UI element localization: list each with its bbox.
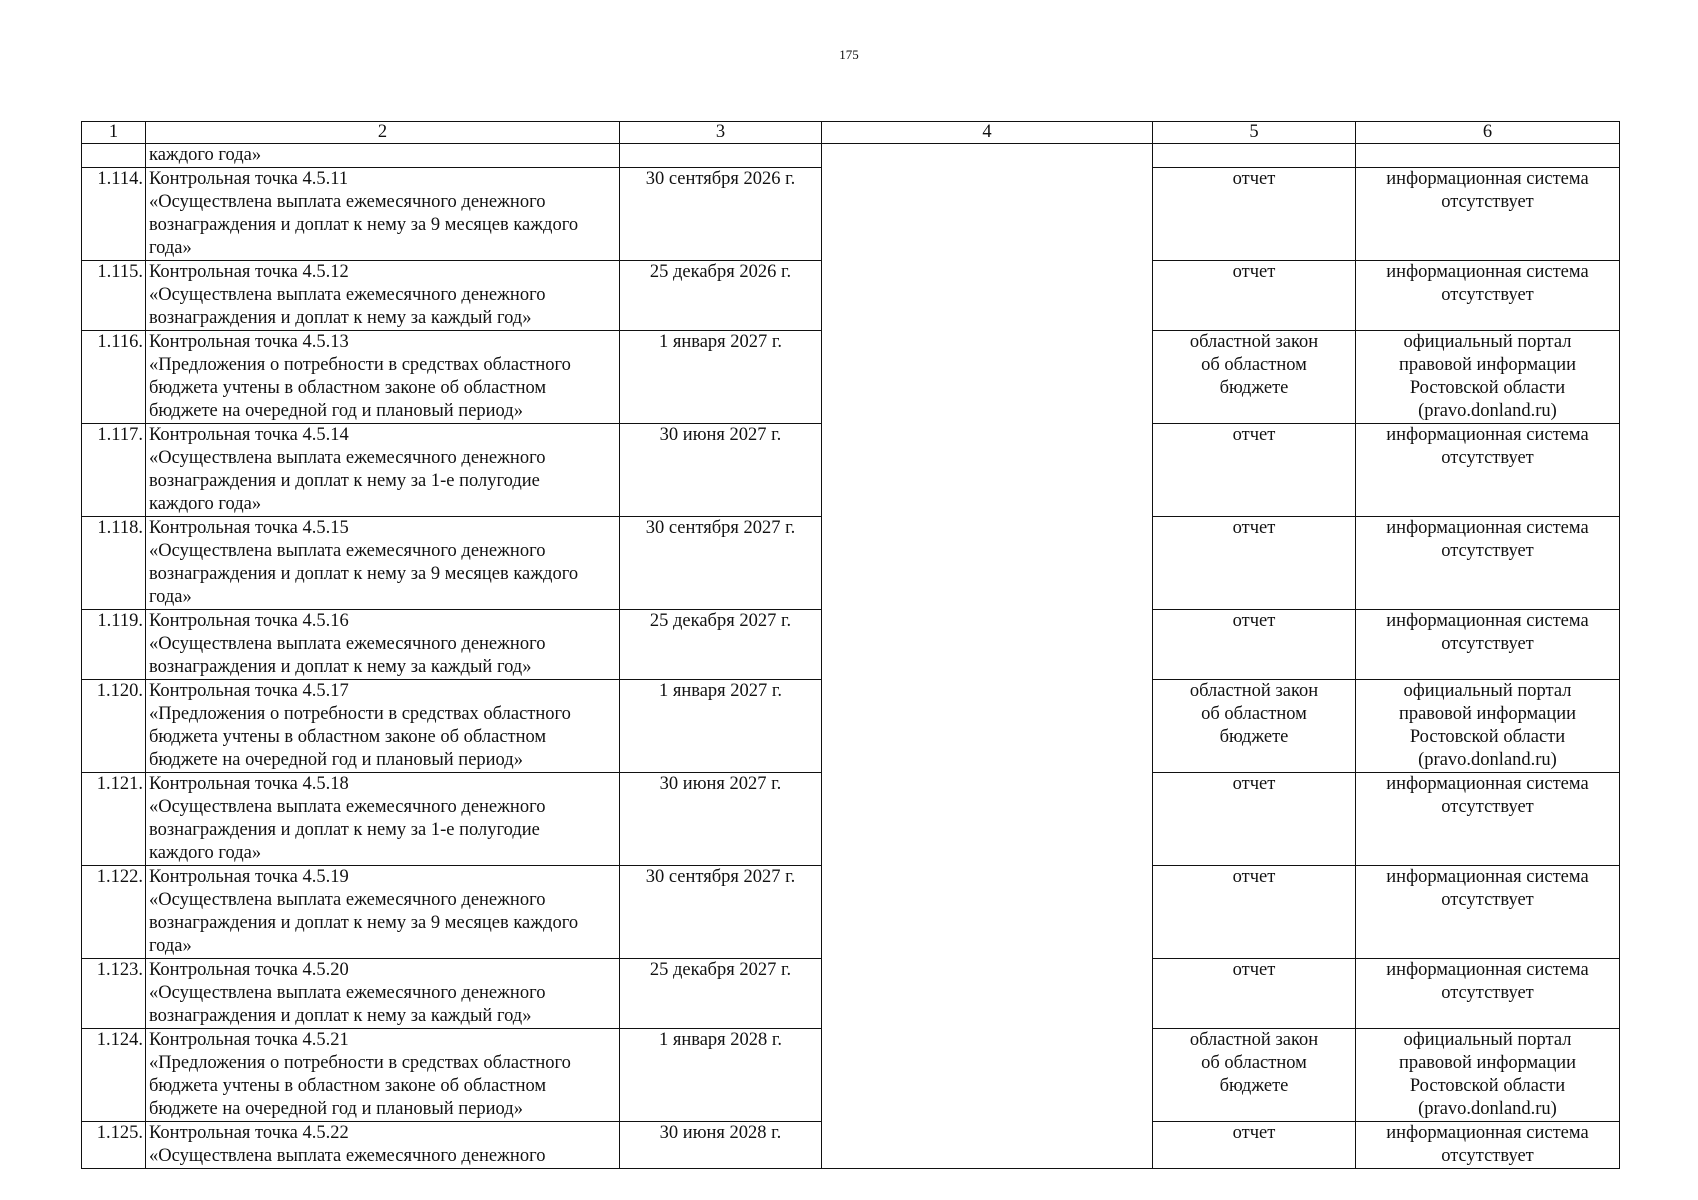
cell-text-line: Контрольная точка 4.5.21 [149, 1030, 349, 1050]
cell-text-line: Контрольная точка 4.5.15 [149, 518, 349, 538]
row-document-cell [1153, 331, 1356, 424]
row-number-cell: 1.121. [82, 773, 146, 866]
row-date-cell [620, 144, 822, 168]
row-document-cell [1153, 1122, 1356, 1169]
cell-text-line: информационная система [1386, 867, 1589, 887]
cell-text-line: «Предложения о потребности в средствах областного [149, 1053, 571, 1073]
cell-text-line: бюджете [1219, 378, 1289, 398]
cell-text-line: областной закон [1189, 681, 1319, 701]
cell-text-line: года» [149, 238, 192, 258]
cell-text-line: «Осуществлена выплата ежемесячного денежного [149, 448, 546, 468]
cell-text-line: каждого года» [149, 843, 262, 863]
cell-text-line: Ростовской области [1409, 727, 1566, 747]
cell-text-line: отсутствует [1441, 797, 1534, 817]
cell-text-line: «Осуществлена выплата ежемесячного денежного [149, 1146, 546, 1166]
cell-text-line: Контрольная точка 4.5.16 [149, 611, 349, 631]
row-date-cell: 30 сентября 2027 г. [620, 517, 822, 610]
cell-text-line: вознаграждения и доплат к нему за каждый год» [149, 657, 532, 677]
cell-text-line: отчет [1232, 960, 1276, 980]
row-number-cell: 1.114. [82, 168, 146, 261]
cell-text-line: бюджета учтены в областном законе об областном [149, 727, 547, 747]
cell-text-line: Ростовской области [1409, 378, 1566, 398]
cell-text-line: отсутствует [1441, 285, 1534, 305]
cell-text-line: вознаграждения и доплат к нему за 9 месяцев каждого [149, 564, 579, 584]
header-cell: 1 [82, 122, 146, 144]
cell-text-line: Контрольная точка 4.5.20 [149, 960, 349, 980]
cell-text-line: официальный портал [1403, 332, 1572, 352]
cell-text-line: информационная система [1386, 960, 1589, 980]
row-document-cell [1153, 610, 1356, 680]
cell-text-line: «Предложения о потребности в средствах областного [149, 355, 571, 375]
row-system-cell [1356, 144, 1620, 168]
cell-text-line: «Осуществлена выплата ежемесячного денежного [149, 285, 546, 305]
row-number-cell: 1.120. [82, 680, 146, 773]
cell-text-line: информационная система [1386, 169, 1589, 189]
row-system-cell [1356, 866, 1620, 959]
cell-text-line: года» [149, 936, 192, 956]
row-number-cell: 1.123. [82, 959, 146, 1029]
cell-text-line: бюджете [1219, 727, 1289, 747]
cell-text-line: информационная система [1386, 774, 1589, 794]
header-cell: 6 [1356, 122, 1620, 144]
row-description-cell: каждого года» [146, 144, 620, 168]
row-document-cell [1153, 1029, 1356, 1122]
row-description-cell [146, 331, 620, 424]
row-number-cell: 1.117. [82, 424, 146, 517]
responsible-cell [822, 144, 1153, 1169]
cell-text-line: вознаграждения и доплат к нему за каждый год» [149, 308, 532, 328]
cell-text-line: отчет [1232, 262, 1276, 282]
row-description-cell [146, 517, 620, 610]
cell-text-line: «Осуществлена выплата ежемесячного денежного [149, 192, 546, 212]
header-cell: 4 [822, 122, 1153, 144]
cell-text-line: «Осуществлена выплата ежемесячного денежного [149, 983, 546, 1003]
row-number-cell [82, 144, 146, 168]
cell-text-line: информационная система [1386, 262, 1589, 282]
row-number-cell: 1.122. [82, 866, 146, 959]
row-number-cell: 1.124. [82, 1029, 146, 1122]
cell-text-line: каждого года» [149, 494, 262, 514]
cell-text-line: «Осуществлена выплата ежемесячного денежного [149, 797, 546, 817]
row-description-cell [146, 773, 620, 866]
cell-text-line: (pravo.donland.ru) [1418, 750, 1557, 770]
row-description-cell [146, 261, 620, 331]
cell-text-line: вознаграждения и доплат к нему за 9 месяцев каждого [149, 215, 579, 235]
cell-text-line: правовой информации [1398, 355, 1577, 375]
row-system-cell [1356, 680, 1620, 773]
cell-text-line: отчет [1232, 169, 1276, 189]
cell-text-line: бюджете [1219, 1076, 1289, 1096]
cell-text-line: отсутствует [1441, 983, 1534, 1003]
row-system-cell [1356, 424, 1620, 517]
continuation-row [82, 144, 1620, 168]
row-system-cell [1356, 773, 1620, 866]
cell-text-line: информационная система [1386, 425, 1589, 445]
row-document-cell [1153, 144, 1356, 168]
cell-text-line: правовой информации [1398, 704, 1577, 724]
cell-text-line: Контрольная точка 4.5.22 [149, 1123, 349, 1143]
cell-text-line: года» [149, 587, 192, 607]
cell-text-line: бюджета учтены в областном законе об областном [149, 1076, 547, 1096]
row-description-cell [146, 168, 620, 261]
cell-text-line: Контрольная точка 4.5.11 [149, 169, 349, 189]
cell-text-line: об областном [1201, 355, 1307, 375]
cell-text-line: отчет [1232, 774, 1276, 794]
cell-text-line: (pravo.donland.ru) [1418, 1099, 1557, 1119]
row-date-cell: 25 декабря 2027 г. [620, 959, 822, 1029]
cell-text-line: вознаграждения и доплат к нему за каждый год» [149, 1006, 532, 1026]
header-cell: 3 [620, 122, 822, 144]
row-description-cell [146, 866, 620, 959]
row-document-cell [1153, 424, 1356, 517]
cell-text-line: официальный портал [1403, 681, 1572, 701]
row-document-cell [1153, 517, 1356, 610]
cell-text-line: отчет [1232, 425, 1276, 445]
row-number-cell: 1.116. [82, 331, 146, 424]
row-date-cell: 1 января 2028 г. [620, 1029, 822, 1122]
cell-text-line: об областном [1201, 704, 1307, 724]
row-document-cell [1153, 680, 1356, 773]
row-system-cell [1356, 517, 1620, 610]
row-system-cell [1356, 331, 1620, 424]
cell-text-line: отсутствует [1441, 541, 1534, 561]
cell-text-line: информационная система [1386, 1123, 1589, 1143]
cell-text-line: официальный портал [1403, 1030, 1572, 1050]
row-date-cell: 1 января 2027 г. [620, 331, 822, 424]
cell-text-line: «Осуществлена выплата ежемесячного денежного [149, 634, 546, 654]
row-date-cell: 30 июня 2028 г. [620, 1122, 822, 1169]
cell-text-line: (pravo.donland.ru) [1418, 401, 1557, 421]
row-number-cell: 1.115. [82, 261, 146, 331]
row-document-cell [1153, 261, 1356, 331]
table-header-row [82, 122, 1620, 144]
row-document-cell [1153, 773, 1356, 866]
cell-text-line: отчет [1232, 611, 1276, 631]
row-date-cell: 25 декабря 2027 г. [620, 610, 822, 680]
row-system-cell [1356, 168, 1620, 261]
cell-text-line: бюджета учтены в областном законе об областном [149, 378, 547, 398]
cell-text-line: вознаграждения и доплат к нему за 1-е полугодие [149, 471, 540, 491]
cell-text-line: отсутствует [1441, 890, 1534, 910]
row-description-cell [146, 1029, 620, 1122]
cell-text-line: отсутствует [1441, 448, 1534, 468]
cell-text-line: «Осуществлена выплата ежемесячного денежного [149, 541, 546, 561]
cell-text-line: «Осуществлена выплата ежемесячного денежного [149, 890, 546, 910]
row-description-cell [146, 1122, 620, 1169]
cell-text-line: об областном [1201, 1053, 1307, 1073]
row-number-cell: 1.119. [82, 610, 146, 680]
row-date-cell: 1 января 2027 г. [620, 680, 822, 773]
cell-text-line: информационная система [1386, 611, 1589, 631]
row-system-cell [1356, 610, 1620, 680]
cell-text-line: Контрольная точка 4.5.12 [149, 262, 349, 282]
row-date-cell: 30 сентября 2026 г. [620, 168, 822, 261]
cell-text-line: Контрольная точка 4.5.19 [149, 867, 349, 887]
cell-text-line: отчет [1232, 1123, 1276, 1143]
header-cell: 5 [1153, 122, 1356, 144]
cell-text-line: областной закон [1189, 1030, 1319, 1050]
cell-text-line: Контрольная точка 4.5.13 [149, 332, 349, 352]
row-document-cell [1153, 168, 1356, 261]
cell-text-line: Контрольная точка 4.5.14 [149, 425, 349, 445]
row-system-cell [1356, 261, 1620, 331]
cell-text-line: Контрольная точка 4.5.18 [149, 774, 349, 794]
control-points-table [81, 121, 1620, 1169]
row-description-cell [146, 680, 620, 773]
row-description-cell [146, 959, 620, 1029]
row-date-cell: 30 июня 2027 г. [620, 424, 822, 517]
cell-text-line: отсутствует [1441, 1146, 1534, 1166]
cell-text-line: Контрольная точка 4.5.17 [149, 681, 349, 701]
row-number-cell: 1.118. [82, 517, 146, 610]
cell-text-line: бюджете на очередной год и плановый период» [149, 1099, 523, 1119]
row-system-cell [1356, 1122, 1620, 1169]
cell-text-line: вознаграждения и доплат к нему за 1-е полугодие [149, 820, 540, 840]
row-description-cell [146, 610, 620, 680]
row-date-cell: 25 декабря 2026 г. [620, 261, 822, 331]
cell-text-line: отсутствует [1441, 634, 1534, 654]
row-description-cell [146, 424, 620, 517]
cell-text-line: информационная система [1386, 518, 1589, 538]
header-cell: 2 [146, 122, 620, 144]
cell-text-line: бюджете на очередной год и плановый период» [149, 750, 523, 770]
cell-text-line: областной закон [1189, 332, 1319, 352]
row-document-cell [1153, 959, 1356, 1029]
row-document-cell [1153, 866, 1356, 959]
cell-text-line: отчет [1232, 867, 1276, 887]
cell-text-line: бюджете на очередной год и плановый период» [149, 401, 523, 421]
row-system-cell [1356, 1029, 1620, 1122]
cell-text-line: вознаграждения и доплат к нему за 9 месяцев каждого [149, 913, 579, 933]
cell-text-line: отчет [1232, 518, 1276, 538]
cell-text-line: отсутствует [1441, 192, 1534, 212]
row-system-cell [1356, 959, 1620, 1029]
cell-text-line: «Предложения о потребности в средствах областного [149, 704, 571, 724]
row-date-cell: 30 июня 2027 г. [620, 773, 822, 866]
row-number-cell: 1.125. [82, 1122, 146, 1169]
cell-text-line: Ростовской области [1409, 1076, 1566, 1096]
row-date-cell: 30 сентября 2027 г. [620, 866, 822, 959]
cell-text-line: правовой информации [1398, 1053, 1577, 1073]
page-number: 175 [839, 47, 859, 62]
